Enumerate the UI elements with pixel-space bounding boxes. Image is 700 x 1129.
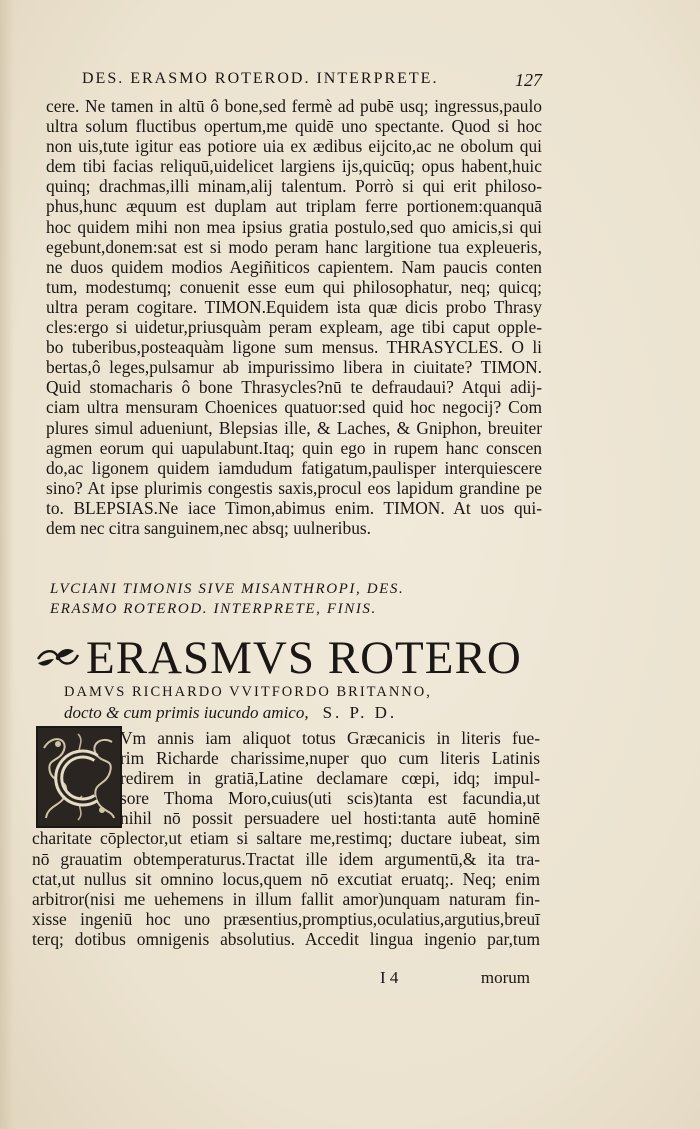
text-line: sore Thoma Moro,cuius(uti scis)tanta est facundia,ut — [120, 788, 540, 809]
greeting-text: docto & cum primis iucundo amico, — [64, 703, 309, 722]
letter-heading — [34, 634, 554, 682]
page-gutter-shadow — [0, 0, 14, 1129]
dialogue-text — [46, 96, 546, 538]
text-line: cles:ergo si uidetur,priusquàm peram expleam, age tibi caput opple- — [46, 317, 542, 338]
text-line: egebunt,donem:sat est si modo peram hanc largitione tua expleueris, — [46, 236, 542, 257]
signature-mark: I 4 — [380, 968, 399, 987]
text-line: terq; dotibus omnigenis absolutius. Accedit lingua ingenio par,tum — [32, 928, 540, 949]
text-line: Vm annis iam aliquot totus Græcanicis in literis fue- — [120, 728, 540, 748]
running-head: DES. ERASMO ROTEROD. INTERPRETE. — [82, 70, 439, 87]
text-line: Quid stomacharis ô bone Thrasycles?nū te defraudaui? Atqui adij- — [46, 377, 542, 398]
text-line: ne duos quidem modios Aegiñiticos capientem. Nam paucis conten — [46, 256, 542, 277]
text-line: nō grauatim obtemperaturus.Tractat ille idem argumentū,& ita tra- — [32, 848, 540, 869]
text-line: do,ac ligonem quidem iamdudum fatigatum,paulisper interquiescere — [46, 457, 542, 478]
text-line: hoc quidem mihi non mea ipsius gratia postulo,sed quo amicis,si qui — [46, 216, 542, 237]
letter-text — [32, 728, 540, 949]
text-line: ultra peram cogitare. TIMON.Equidem ista quæ dicis probo Thrasy — [46, 296, 542, 317]
text-line: dem nec citra sanguinem,nec absq; uulneribus. — [46, 517, 372, 538]
letter-addressee: DAMVS RICHARDO VVITFORDO BRITANNO, — [64, 684, 432, 700]
letter-greeting — [64, 703, 397, 723]
text-line: plures simul adueniunt, Blepsias ille, & Laches, & Gniphon, breuiter — [46, 417, 542, 438]
text-line: quinq; drachmas,illi minam,alij talentum. Porrò si qui erit philoso- — [46, 176, 542, 197]
text-line: dem tibi facias reliquū,uidelicet largiens ijs,quicūq; opus habent,huic — [46, 156, 542, 177]
text-line: sino? At ipse plurimis congestis saxis,procul eos lapidum grandine pe — [46, 477, 542, 498]
text-line: non uis,tute igitur eas potiore uia ex ædibus eijcito,ac ne obolum qui — [46, 136, 542, 157]
text-line: cere. Ne tamen in altū ô bone,sed fermè ad pubē usq; ingressus,paulo — [46, 96, 542, 116]
text-line: tum, modestumq; conuenit esse eum qui philosophatur, neq; quicq; — [46, 276, 542, 297]
letter-title: ERASMVS ROTERO — [86, 632, 522, 684]
text-line: to. BLEPSIAS.Ne iace Timon,abimus enim. TIMON. At uos qui- — [46, 497, 542, 518]
text-line: nihil nō possit persuadere uel hosti:tanta autē hominē — [120, 808, 540, 829]
text-line: xisse ingeniū hoc uno præsentius,promptius,oculatius,argutius,breuī — [32, 908, 540, 929]
text-line: ctat,ut nullus sit omnino locus,quem nō excutiat eruatq;. Neq; enim — [32, 868, 540, 889]
colophon-finis — [50, 579, 550, 619]
text-line: phus,hunc æquum est duplam aut triplam ferre portionem:quanquā — [46, 196, 542, 217]
text-line: arbitror(nisi me uehemens in illum fallit amor)unquam naturam fin- — [32, 888, 540, 909]
salutation: S. P. D. — [322, 703, 398, 722]
fleuron-icon — [34, 645, 82, 671]
text-line: bo tuberibus,posteaquàm ligone sum mensus. THRASYCLES. O li — [46, 337, 542, 358]
text-line: bertas,ô leges,pulsamur ab impurissimo libera in ciuitate? TIMON. — [46, 357, 542, 378]
text-line: ultra solum fluctibus opertum,me quidē uno spectante. Quod si hoc — [46, 116, 542, 137]
finis-line: LVCIANI TIMONIS SIVE MISANTHROPI, DES. — [50, 581, 405, 597]
page-footer — [370, 968, 530, 988]
text-line: agmen eorum qui uapulabunt.Itaq; quin ego in rupem hanc conscen — [46, 437, 542, 458]
text-line: ciam ultra mensuram Choenices quatuor:sed quid hoc negocij? Com — [46, 397, 542, 418]
catchword: morum — [480, 968, 530, 987]
finis-line: ERASMO ROTEROD. INTERPRETE, FINIS. — [50, 601, 377, 617]
text-line: rim Richarde charissime,nuper quo cum literis Latinis — [120, 748, 540, 769]
text-line: charitate cōplector,ut etiam si saltare me,restimq; ductare iubeat, sim — [32, 828, 540, 849]
page-number: 127 — [515, 70, 542, 90]
text-line: redirem in gratiā,Latine declamare cœpi, idq; impul- — [120, 768, 540, 789]
